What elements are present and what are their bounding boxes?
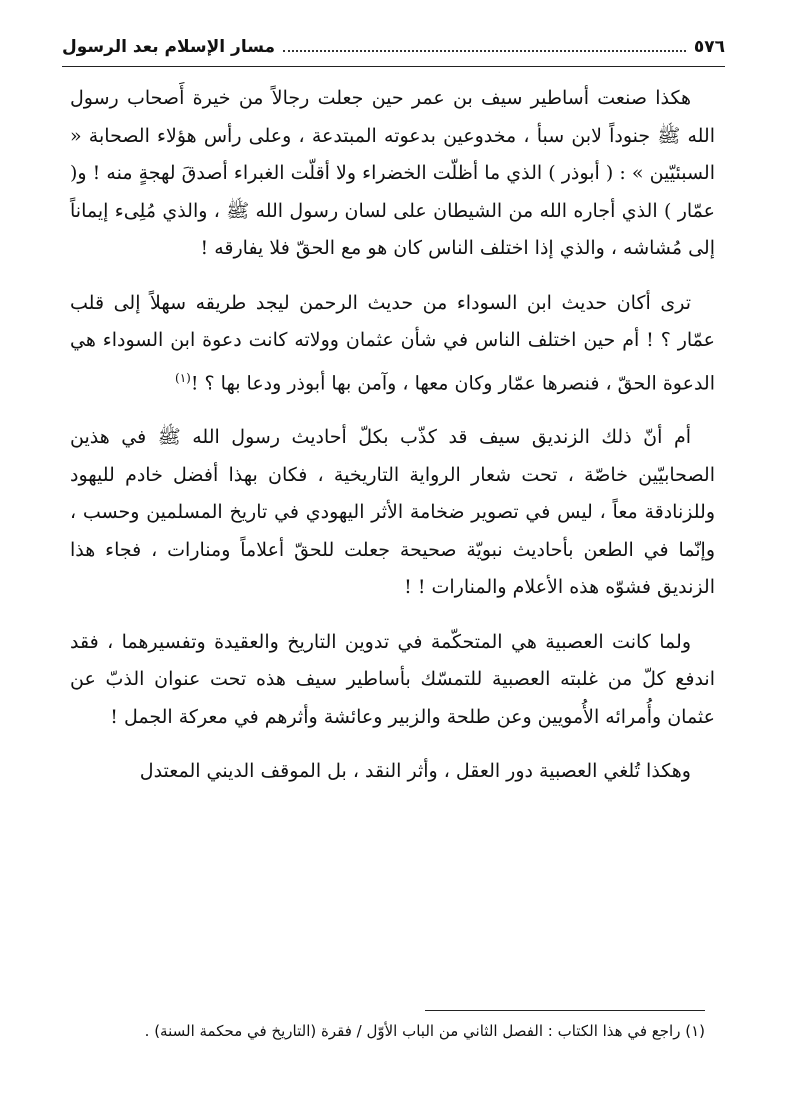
header-dot-leader: [283, 50, 686, 52]
footnote-marker: (١): [175, 370, 191, 385]
book-title: مسار الإسلام بعد الرسول: [62, 37, 276, 57]
page-number: ٥٧٦: [693, 37, 725, 57]
paragraph-2-text: ترى أكان حديث ابن السوداء من حديث الرحمن ليجد طريقه سهلاً إلى قلب عمّار ؟ ! أم حين اختلف الناس في شأن عثمان وولاته كانت دعوة ابن السوداء هي الدعوة الحقّ ، فنصرها عمّار وكان معها ، وآمن بها أبوذر ودعا بها ؟ !: [70, 291, 715, 394]
paragraph-4: ولما كانت العصبية هي المتحكّمة في تدوين التاريخ والعقيدة وتفسيرهما ، فقد اندفع كلّ من غلبته العصبية للتمسّك بأساطير سيف هذه تحت عنوان الذبّ عن عثمان وأُمرائه الأُمويين وعن طلحة والزبير وعائشة وأثرهم في معركة الجمل !: [70, 630, 715, 728]
paragraph-2: [70, 285, 715, 403]
running-header: [62, 30, 725, 64]
body-text: [70, 80, 715, 791]
paragraph-1: هكذا صنعت أساطير سيف بن عمر حين جعلت رجالاً من خيرة أَصحاب رسول الله ﷺ جنوداً لابن سبأ ، مخدوعين بدعوته المبتدعة ، وعلى رأس هؤلاء الصحابة « السبئيّين » : ( أبوذر ) الذي ما أظلّت الخضراء ولا أقلّت الغبراء أصدقَ لهجةٍ منه ! و( عمّار ) الذي أجاره الله من الشيطان على لسان رسول الله ﷺ ، والذي مُلِىء إيماناً إلى مُشاشه ، والذي إذا اختلف الناس كان هو مع الحقّ فلا يفارقه !: [70, 87, 715, 259]
paragraph-5: وهكذا تُلغي العصبية دور العقل ، وأثر النقد ، بل الموقف الديني المعتدل: [139, 760, 691, 783]
footnote: (١) راجع في هذا الكتاب : الفصل الثاني من الباب الأوّل / فقرة (التاريخ في محكمة السنة) .: [144, 1022, 705, 1040]
footnote-rule: [425, 1010, 705, 1011]
header-rule: [62, 66, 725, 67]
paragraph-3: أم أنّ ذلك الزنديق سيف قد كذّب بكلّ أحاديث رسول الله ﷺ في هذين الصحابيّين خاصّة ، تحت شعار الرواية التاريخية ، فكان بهذا أفضل خادم لليهود وللزنادقة معاً ، ليس في تصوير ضخامة الأثر اليهودي في تاريخ المسلمين وحسب ، وإنّما في الطعن بأحاديث نبويّة صحيحة جعلت للحقّ أعلاماً ومنارات ، فجاء هذا الزنديق فشوّه هذه الأعلام والمنارات ! !: [70, 426, 715, 599]
